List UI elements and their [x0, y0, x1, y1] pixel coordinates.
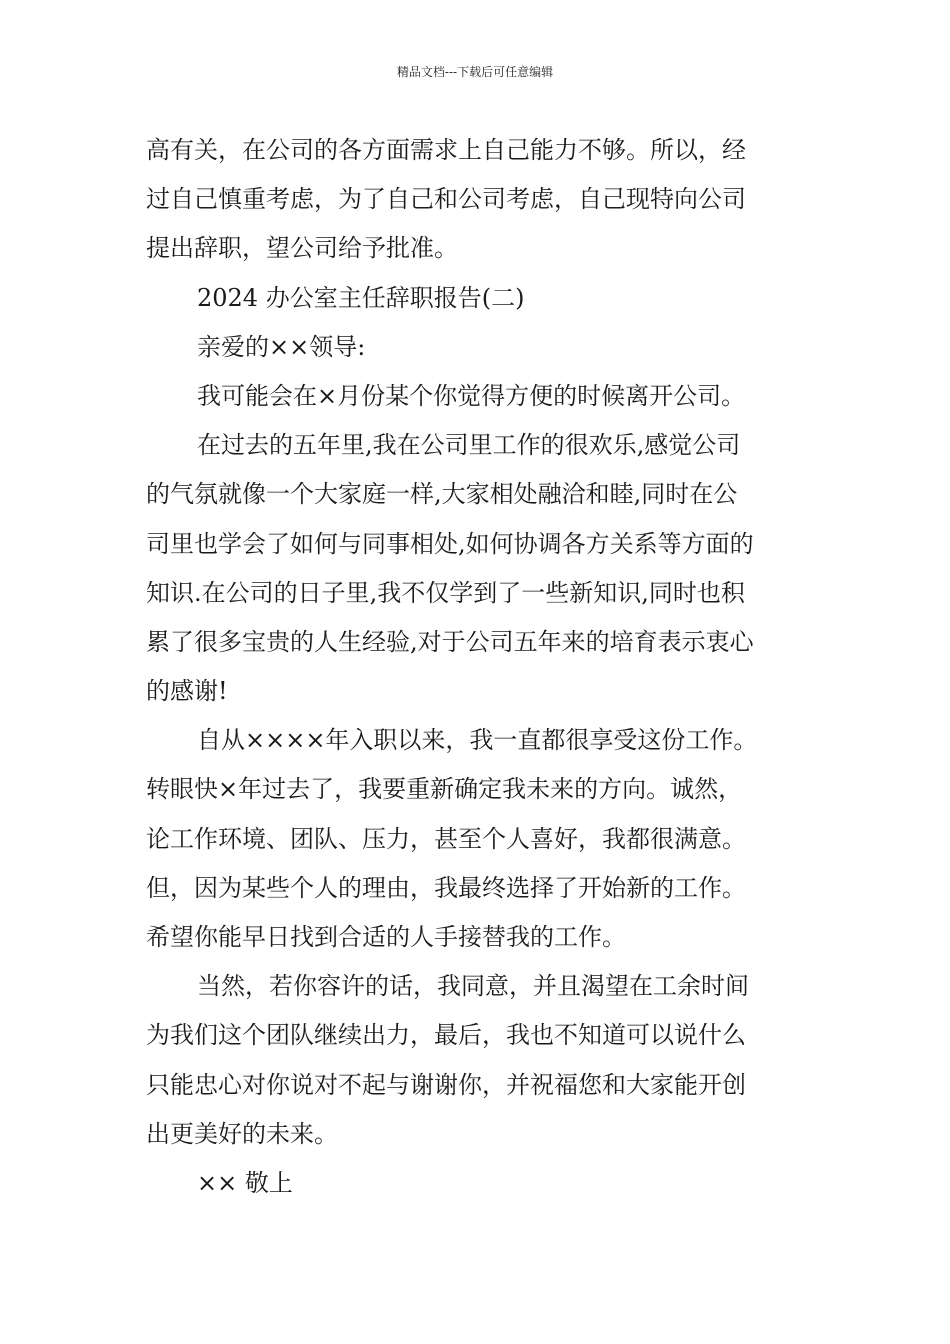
text-line: 高有关，在公司的各方面需求上自己能力不够。所以，经 [146, 136, 746, 164]
signature-line: ×× 敬上 [197, 1168, 293, 1197]
page-header: 精品文档---下载后可任意编辑 [396, 65, 554, 79]
text-line: 过自己慎重考虑，为了自己和公司考虑，自己现特向公司 [146, 185, 746, 214]
text-line: 但，因为某些个人的理由，我最终选择了开始新的工作。 [146, 873, 746, 902]
document-body [146, 126, 836, 1208]
text-line: 出更美好的未来。 [146, 1119, 338, 1148]
text-line: 希望你能早日找到合适的人手接替我的工作。 [146, 923, 626, 951]
text-line: 在过去的五年里,我在公司里工作的很欢乐,感觉公司 [197, 431, 741, 460]
text-line: 只能忠心对你说对不起与谢谢你，并祝福您和大家能开创 [146, 1070, 746, 1099]
salutation: 亲爱的××领导: [197, 332, 366, 361]
text-line: 我可能会在×月份某个你觉得方便的时候离开公司。 [197, 381, 746, 410]
text-line: 论工作环境、团队、压力，甚至个人喜好，我都很满意。 [146, 824, 746, 853]
text-line: 的感谢! [146, 677, 228, 706]
text-line: 提出辞职，望公司给予批准。 [146, 234, 458, 263]
section-title: 2024 办公室主任辞职报告(二) [197, 283, 525, 312]
text-line: 当然，若你容许的话，我同意，并且渴望在工余时间 [197, 972, 749, 1001]
text-line: 司里也学会了如何与同事相处,如何协调各方关系等方面的 [146, 529, 754, 558]
text-line: 累了很多宝贵的人生经验,对于公司五年来的培育表示衷心 [146, 627, 754, 656]
text-line: 的气氛就像一个大家庭一样,大家相处融洽和睦,同时在公 [146, 480, 738, 509]
text-line: 转眼快×年过去了，我要重新确定我未来的方向。诚然， [146, 775, 743, 804]
text-line: 知识.在公司的日子里,我不仅学到了一些新知识,同时也积 [146, 578, 745, 607]
text-line: 为我们这个团队继续出力，最后，我也不知道可以说什么 [146, 1021, 746, 1050]
text-line: 自从××××年入职以来，我一直都很享受这份工作。 [197, 726, 758, 755]
